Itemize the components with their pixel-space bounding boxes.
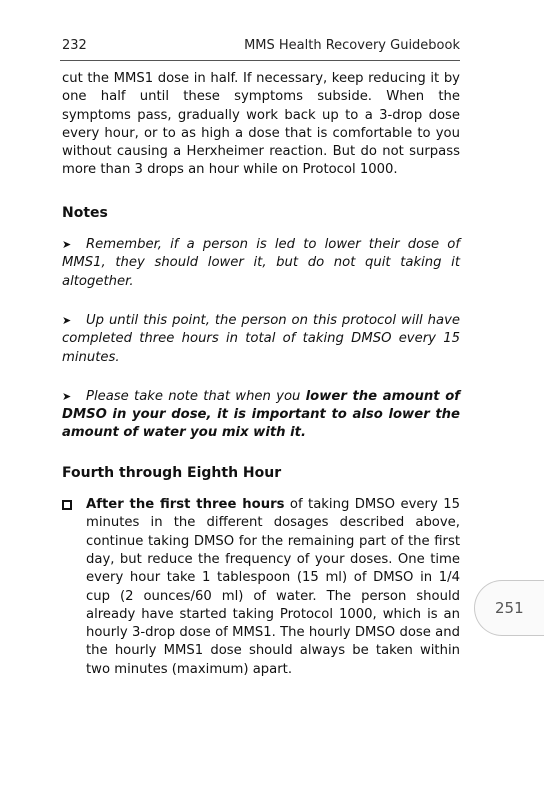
- note-text: Up until this point, the person on this protocol will have completed three hours in total of taking DMSO every 15 minutes.: [62, 312, 460, 365]
- page-number: 232: [62, 38, 87, 53]
- header-rule: [60, 60, 460, 61]
- arrow-bullet-icon: ➤: [62, 389, 72, 403]
- note-item: [62, 312, 460, 367]
- note-item: [62, 388, 460, 443]
- arrow-bullet-icon: ➤: [62, 238, 72, 252]
- note-item: [62, 236, 460, 291]
- page-body: [62, 70, 460, 679]
- checklist-item: [62, 496, 460, 679]
- page-tab-number: 251: [495, 599, 524, 617]
- intro-paragraph: cut the MMS1 dose in half. If necessary, keep reducing it by one half until these symptoms subside. When the symptoms pass, gradually work back up to a 3-drop dose every hour, or to as high a dose that is comfortable to you without causing a Herxheimer reaction. But do not surpass more than 3 drops an hour while on Protocol 1000.: [62, 71, 460, 178]
- note-text: Remember, if a person is led to lower their dose of MMS1, they should lower it, but do not quit taking it altogether.: [62, 237, 460, 289]
- note-emphasis: lower the amount of DMSO in your dose, it is important to also lower the amount of water you mix with it.: [62, 388, 460, 441]
- notes-heading: Notes: [62, 204, 108, 221]
- page-tab: [474, 580, 544, 636]
- checklist-item-lead: After the first three hours: [86, 497, 285, 513]
- arrow-bullet-icon: ➤: [62, 313, 72, 327]
- checklist-item-text: of taking DMSO every 15 minutes in the different dosages described above, continue taking DMSO for the remaining part of the first day, but reduce the frequency of your doses. One time every hour take 1 tablespoon (15 ml) of DMSO in 1/4 cup (2 ounces/60 ml) of water. The person should already have started taking Protocol 1000, which is an hourly 3-drop dose of MMS1. The hourly DMSO dose and the hourly MMS1 dose should always be taken within two minutes (maximum) apart.: [86, 497, 460, 677]
- note-text: Please take note that when you: [86, 388, 306, 404]
- running-header: MMS Health Recovery Guidebook: [244, 38, 460, 53]
- section-heading: Fourth through Eighth Hour: [62, 464, 282, 481]
- checkbox-icon: [62, 500, 72, 510]
